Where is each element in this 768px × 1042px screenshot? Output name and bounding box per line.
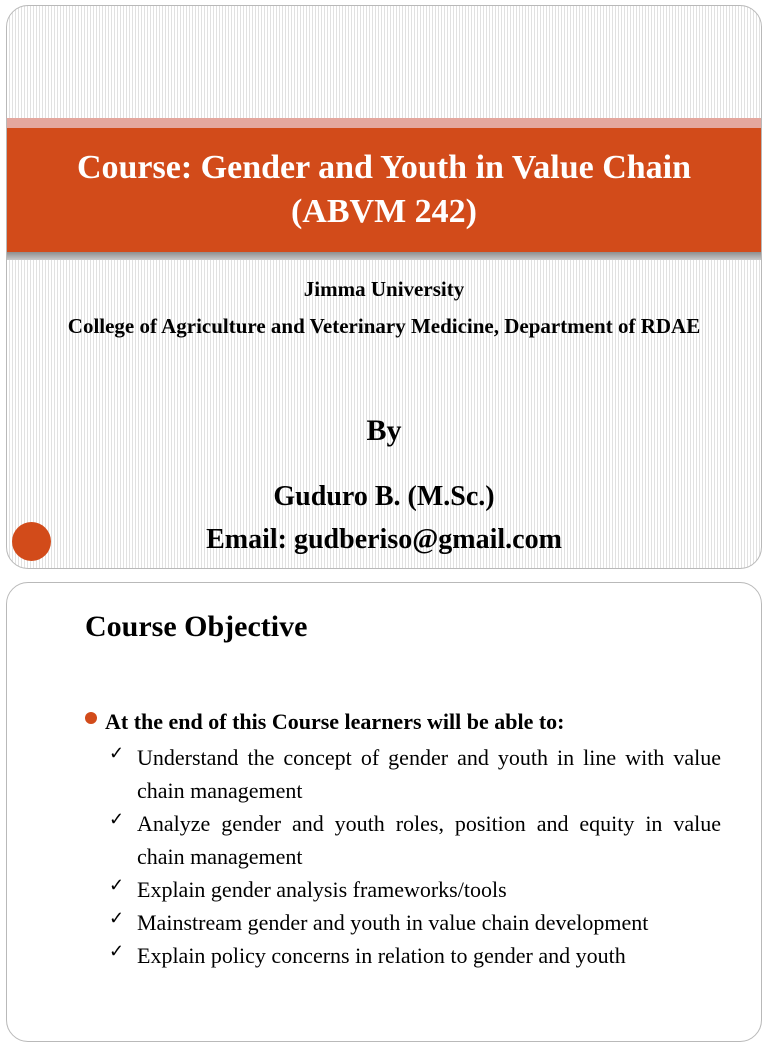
- objective-item: [107, 807, 721, 873]
- main-bullet-text: At the end of this Course learners will be able to:: [105, 709, 565, 734]
- objectives-list: [107, 741, 721, 972]
- objective-text: Explain policy concerns in relation to gender and youth: [137, 943, 626, 968]
- author-email: Email: gudberiso@gmail.com: [206, 524, 562, 555]
- objective-text: Mainstream gender and youth in value chain development: [137, 910, 649, 935]
- objective-item: [107, 873, 721, 906]
- title-band: [7, 128, 761, 252]
- university-name: Jimma University: [303, 277, 465, 301]
- objective-text: Analyze gender and youth roles, position and equity in value chain management: [137, 811, 721, 869]
- author-name: Guduro B. (M.Sc.): [273, 481, 495, 512]
- course-title-line-2: (ABVM 242): [290, 193, 478, 230]
- title-band-shadow: [7, 252, 761, 260]
- course-title-line-1: Course: Gender and Youth in Value Chain: [76, 149, 692, 186]
- college-department: College of Agriculture and Veterinary Medicine, Department of RDAE: [67, 314, 701, 338]
- objective-slide: [6, 582, 762, 1042]
- main-bullet-item: [85, 707, 745, 737]
- decorative-circle-icon: [12, 522, 51, 561]
- objective-text: Explain gender analysis frameworks/tools: [137, 877, 507, 902]
- slide-title: Course Objective: [85, 610, 308, 643]
- check-mark-icon: ✓: [109, 743, 125, 763]
- by-label: By: [366, 414, 402, 447]
- objective-item: [107, 906, 721, 939]
- check-mark-icon: ✓: [109, 941, 125, 961]
- round-bullet-icon: [85, 712, 97, 724]
- check-mark-icon: ✓: [109, 875, 125, 895]
- objective-text: Understand the concept of gender and youth in line with value chain management: [137, 745, 721, 803]
- title-slide: [6, 5, 762, 569]
- objective-item: [107, 939, 721, 972]
- check-mark-icon: ✓: [109, 908, 125, 928]
- objective-item: [107, 741, 721, 807]
- title-band-top-stripe: [7, 118, 761, 128]
- check-mark-icon: ✓: [109, 809, 125, 829]
